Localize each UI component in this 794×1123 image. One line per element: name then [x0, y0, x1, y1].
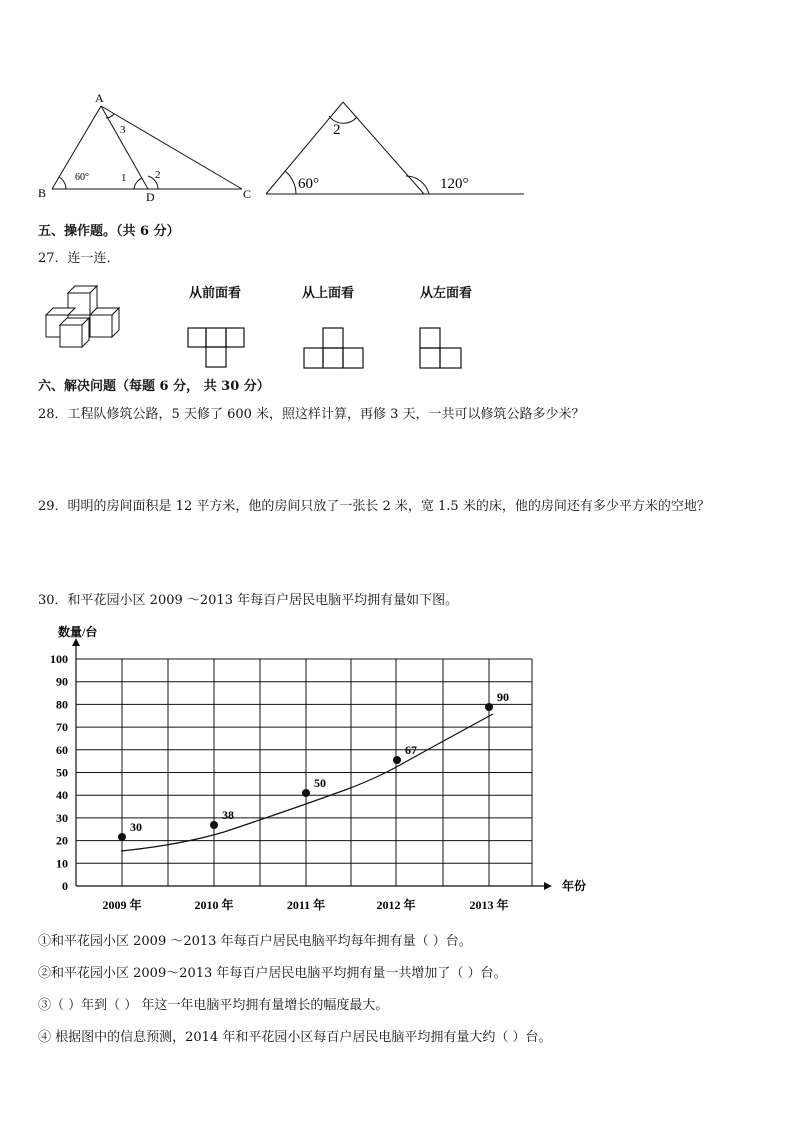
q30-sub-3: ③（ ）年到（ ） 年这一年电脑平均拥有量增长的幅度最大。 — [38, 998, 389, 1013]
q30-sub-4: ④ 根据图中的信息预测，2014 年和平花园小区每百户居民电脑平均拥有量大约（ ）台。 — [38, 1030, 552, 1045]
data-point — [485, 703, 493, 711]
vertex-a-label: A — [95, 91, 104, 105]
vertex-b-label: B — [38, 186, 47, 200]
section-6-heading: 六、解决问题（每题 6 分， 共 30 分） — [38, 379, 270, 394]
x-tick-label: 2012 年 — [376, 898, 416, 912]
angle-120-label: 120° — [440, 176, 469, 192]
data-label: 67 — [405, 743, 417, 757]
data-label: 38 — [222, 808, 234, 822]
angle-2-top-label: 2 — [333, 122, 341, 138]
y-tick-label: 40 — [56, 788, 68, 803]
data-point — [393, 756, 401, 764]
data-point — [302, 789, 310, 797]
y-tick-label: 50 — [56, 765, 68, 780]
x-tick-label: 2011 年 — [286, 898, 326, 912]
y-tick-label: 20 — [56, 833, 68, 848]
triangle-figure-1 — [30, 88, 260, 206]
front-view-shape — [187, 324, 249, 372]
q27-text: 27．连一连． — [38, 251, 120, 266]
y-tick-label: 0 — [62, 879, 68, 893]
y-tick-label: 80 — [56, 697, 68, 712]
data-label: 30 — [130, 820, 142, 834]
data-label: 90 — [497, 690, 509, 704]
y-tick-label: 10 — [56, 856, 68, 871]
trend-line — [121, 714, 493, 851]
vertex-d-label: D — [146, 190, 155, 204]
cube-stack-icon — [42, 283, 132, 355]
y-tick-label: 60 — [56, 742, 68, 757]
data-label: 50 — [314, 776, 326, 790]
data-point — [210, 821, 218, 829]
top-view-shape — [303, 324, 367, 372]
data-point — [118, 833, 126, 841]
angle-3-label: 3 — [120, 124, 126, 136]
y-axis-arrow — [72, 638, 80, 646]
x-tick-label: 2009 年 — [102, 898, 142, 912]
angle-1-label: 1 — [121, 172, 127, 184]
x-tick-label: 2013 年 — [469, 898, 509, 912]
left-view-shape — [419, 324, 465, 372]
angle-2-label: 2 — [155, 169, 161, 181]
angle-60-label: 60° — [298, 176, 319, 192]
triangle-figure-2 — [262, 96, 528, 200]
q29-text: 29．明明的房间面积是 12 平方米，他的房间只放了一张长 2 米，宽 1.5 米的床，他的房间还有多少平方米的空地？ — [38, 499, 710, 514]
angle-b-label: 60° — [75, 172, 89, 183]
y-tick-label: 90 — [56, 674, 68, 689]
x-axis-label: 年份 — [562, 879, 587, 893]
x-tick-label: 2010 年 — [194, 898, 234, 912]
q30-sub-2: ②和平花园小区 2009～2013 年每百户居民电脑平均拥有量一共增加了（ ）台。 — [38, 966, 507, 981]
section-5-heading: 五、操作题。（共 6 分） — [38, 224, 180, 239]
q30-sub-1: ①和平花园小区 2009 ～2013 年每百户居民电脑平均每年拥有量（ ）台。 — [38, 934, 472, 949]
line-chart — [0, 618, 794, 918]
view-left-label: 从左面看 — [420, 286, 473, 301]
y-tick-label: 30 — [56, 810, 68, 825]
y-tick-label: 70 — [56, 720, 68, 735]
q28-text: 28．工程队修筑公路，5 天修了 600 米，照这样计算，再修 3 天，一共可以修筑公路多少米？ — [38, 407, 585, 422]
vertex-c-label: C — [243, 187, 252, 201]
x-axis-arrow — [544, 882, 552, 890]
view-front-label: 从前面看 — [189, 286, 242, 301]
y-tick-label: 100 — [50, 652, 68, 666]
q30-text: 30．和平花园小区 2009 ～2013 年每百户居民电脑平均拥有量如下图。 — [38, 593, 459, 608]
y-axis-label: 数量/台 — [58, 625, 98, 639]
view-top-label: 从上面看 — [302, 286, 355, 301]
